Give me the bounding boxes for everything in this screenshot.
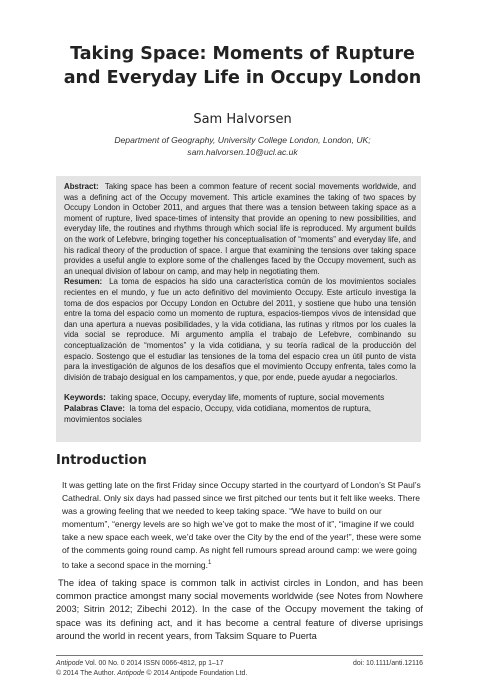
footer-doi[interactable]: doi: 10.1111/anti.12116 bbox=[353, 660, 423, 667]
footer-volume: Vol. 00 No. 0 2014 ISSN 0066-4812, pp 1–17 bbox=[85, 660, 224, 667]
abstract-paragraph bbox=[64, 182, 416, 277]
keywords-label: Keywords: bbox=[64, 393, 106, 403]
abstract-text: Taking space has been a common feature of recent social movements worldwide, and was a defining act of the Occupy movement. This article examines the taking of two spaces by Occupy London in October 2011, and argues that there was a tension between taking space as a moment of rupture, lived space-times of intensity that provide an opening to new possibilities, and everyday life, the routines and rhythms through which social life is reproduced. My argument builds on the work of Lefebvre, bringing together his conceptualisation of “moments” and everyday life, and his radical theory of the production of space. I argue that examining the tensions over taking space provides a useful angle to explore some of the challenges faced by the Occupy movement, such as an unequal division of labour on camp, and may help in negotiating them. bbox=[64, 182, 416, 276]
resumen-paragraph bbox=[64, 277, 416, 383]
footer-citation bbox=[56, 659, 316, 678]
keywords-line bbox=[64, 392, 416, 403]
abstract-label: Abstract: bbox=[64, 182, 99, 191]
keywords-text: taking space, Occupy, everyday life, moments of rupture, social movements bbox=[110, 393, 385, 403]
footer-journal-line bbox=[56, 659, 316, 669]
opening-vignette bbox=[62, 479, 423, 572]
affiliation-text: Department of Geography, University College London, London, UK; bbox=[114, 135, 371, 145]
section-heading-introduction: Introduction bbox=[56, 453, 147, 468]
footer-copyright-journal: Antipode bbox=[117, 669, 145, 677]
title-line-1: Taking Space: Moments of Rupture bbox=[70, 44, 415, 64]
footnote-ref[interactable]: 1 bbox=[208, 560, 212, 566]
body-paragraph: The idea of taking space is common talk in activist circles in London, and has been common practice amongst many social movements worldwide (see Notes from Nowhere 2003; Sitrin 2012; Zibechi 2012). In the case of the Occupy movement the taking of space was its defining act, and it has become a central feature of diverse uprisings around the world in recent years, from Taksim Square to Puerta bbox=[56, 578, 423, 641]
footer-copyright-line bbox=[56, 669, 316, 679]
palabras-clave-text: la toma del espacio, Occupy, vida cotidiana, momentos de ruptura, movimientos sociales bbox=[64, 404, 372, 425]
footer-journal-name: Antipode bbox=[56, 660, 84, 667]
author-email: sam.halvorsen.10@ucl.ac.uk bbox=[187, 147, 298, 157]
palabras-clave-line bbox=[64, 403, 416, 425]
palabras-clave-label: Palabras Clave: bbox=[64, 404, 125, 414]
abstract-box bbox=[56, 176, 421, 442]
footer-copyright-author: © 2014 The Author. bbox=[56, 669, 116, 677]
author-name: Sam Halvorsen bbox=[193, 112, 292, 127]
title-line-2: and Everyday Life in Occupy London bbox=[63, 68, 422, 88]
resumen-text: La toma de espacios ha sido una característica común de los movimientos sociales recientes en el mundo, y fue un acto definitivo del movimiento Occupy. Este artículo investiga la toma de dos espacios por Occupy London en Octubre del 2011, y sostiene que hubo una tensión entre la toma del espacio como un momento de ruptura, espacios-tiempos vivos de intensidad que dan una apertura a nuevas posibilidades, y la vida cotidiana, las rutinas y ritmos por los cuales la vida social se reproduce. Mi argumento amplía el trabajo de Lefebvre, combinando su conceptualización de “momentos” y la vida cotidiana, y su teoría radical de la producción del espacio. Sostengo que el estudiar las tensiones de la toma del espacio crea un útil punto de vista para la investigación de algunos de los desafíos que el movimiento Occupy enfrenta, tales como la división de trabajo desigual en los campamentos, y que, por ende, puede ayudar a negociarlos. bbox=[64, 277, 416, 382]
paper-title bbox=[40, 42, 445, 90]
author-affiliation bbox=[40, 134, 445, 158]
vignette-text: It was getting late on the first Friday since Occupy started in the courtyard of London’s St Paul’s Cathedral. Only six days had passed since we first pitched our tents but it felt like weeks. There was a growing feeling that we needed to keep taking space. “We have to build on our momentum”, “energy levels are so high we’ve got to make the most of it”, “imagine if we could take a new space each week, we’d take over the City by the end of the year!”, these were some of the comments going round camp. As night fell rumours spread around camp: we were going to take a second space in the morning. bbox=[62, 480, 422, 570]
footer-divider bbox=[56, 655, 423, 656]
resumen-label: Resumen: bbox=[64, 277, 103, 287]
footer-copyright-foundation: © 2014 Antipode Foundation Ltd. bbox=[146, 669, 248, 677]
